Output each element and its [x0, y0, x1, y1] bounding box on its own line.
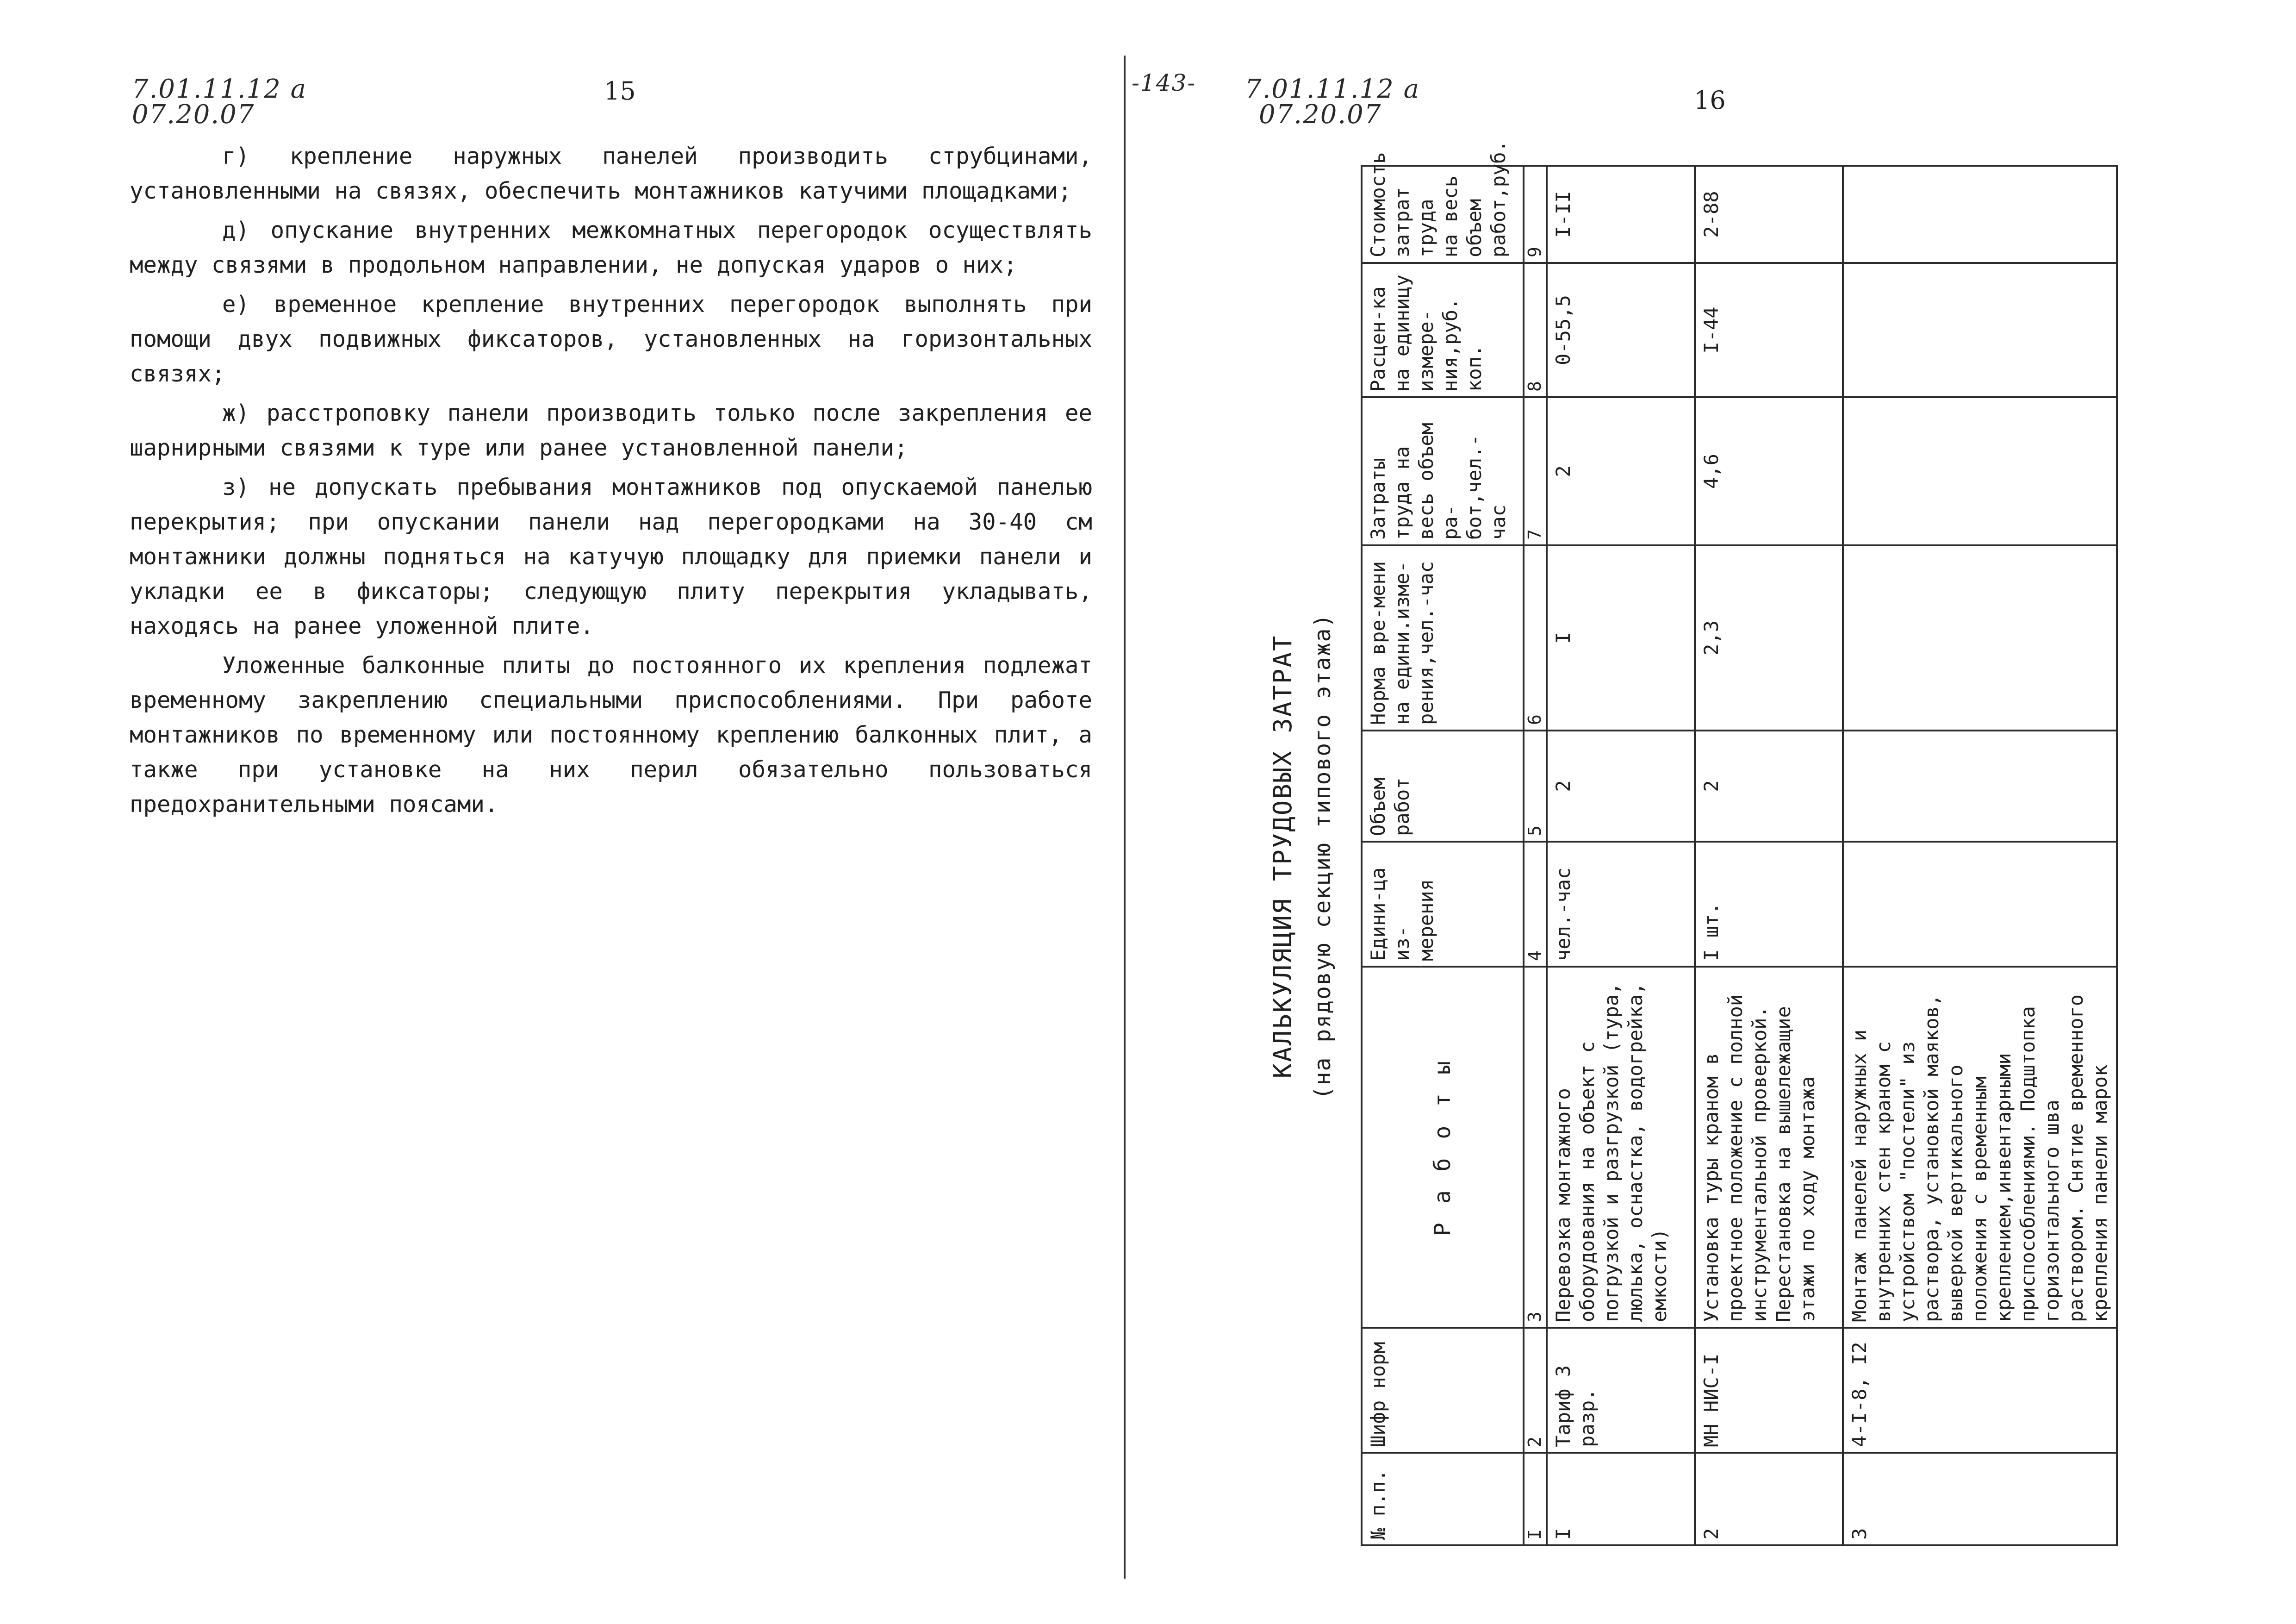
table-row: [1843, 166, 2117, 1545]
cell-labor: [1843, 397, 2117, 545]
cell-rate: I-44: [1695, 263, 1843, 397]
paragraph-e: е) временное крепление внутренних перегородок выполнять при помощи двух подвижных фиксаторов, установленных на горизонтальных связях;: [130, 291, 1092, 387]
document-code-top: 7.01.11.12 а: [132, 74, 307, 104]
cell-work: Перевозка монтажного оборудования на объект с погрузкой и разгрузкой (тура, люлька, оснастка, водогрейка, емкости): [1547, 967, 1695, 1328]
cell-unit: [1843, 842, 2117, 967]
cell-unit: чел.-час: [1547, 842, 1695, 967]
cell-num: 2: [1695, 1453, 1843, 1545]
calculation-title: КАЛЬКУЛЯЦИЯ ТРУДОВЫХ ЗАТРАТ: [1268, 634, 1297, 1079]
cell-labor: 4,6: [1695, 397, 1843, 545]
margin-note: -143-: [1132, 69, 1196, 96]
cell-num: 3: [1843, 1453, 2117, 1545]
table-header-row: [1362, 166, 1524, 1545]
colnum-9: 9: [1524, 166, 1547, 263]
cell-unit: I шт.: [1695, 842, 1843, 967]
page-divider: [1124, 56, 1126, 1579]
calculation-subtitle: (на рядовую секцию типового этажа): [1310, 613, 1336, 1100]
header-num: № п.п.: [1362, 1453, 1524, 1545]
cell-work: Установка туры краном в проектное положение с полной инструментальной проверкой. Перестановка на вышележащие этажи по ходу монтажа: [1695, 967, 1843, 1328]
cell-volume: [1843, 731, 2117, 842]
document-code-bottom-right: 07.20.07: [1259, 100, 1382, 130]
rotated-calculation-sheet: [1217, 140, 2263, 1546]
colnum-3: 3: [1524, 967, 1547, 1328]
page-number-right: 16: [1694, 86, 1726, 115]
document-code-top-right: 7.01.11.12 а: [1245, 74, 1420, 104]
cell-code: Тариф 3 разр.: [1547, 1328, 1695, 1453]
cell-volume: 2: [1695, 731, 1843, 842]
paragraph-z: з) не допускать пребывания монтажников под опускаемой панелью перекрытия; при опускании панели над перегородками на 30-40 см монтажники должны подняться на катучую площадку для приемки панели и укладки ее в фиксаторы; следующую плиту перекрытия укладывать, находясь на ранее уложенной плите.: [130, 474, 1092, 639]
cell-work: Монтаж панелей наружных и внутренних стен краном с устройством "постели" из раствора, установкой маяков, выверкой вертикального положения с временным креплением,инвентарными приспособлениями. Подштопка горизонтального шва раствором. Снятие временного крепления панели марок: [1843, 967, 2117, 1328]
cell-cost: 2-88: [1695, 166, 1843, 263]
colnum-5: 5: [1524, 731, 1547, 842]
paragraph-g: г) крепление наружных панелей производить струбцинами, установленными на связях, обеспечить монтажников катучими площадками;: [130, 143, 1092, 204]
colnum-8: 8: [1524, 263, 1547, 397]
header-unit: Едини-ца из-мерения: [1362, 842, 1524, 967]
cell-cost: I-II: [1547, 166, 1695, 263]
cell-rate: [1843, 263, 2117, 397]
page-number: 15: [604, 76, 636, 106]
left-page-body: [130, 139, 1092, 822]
cell-rate: 0-55,5: [1547, 263, 1695, 397]
cell-labor: 2: [1547, 397, 1695, 545]
header-code: Шифр норм: [1362, 1328, 1524, 1453]
header-norm: Норма вре-мени на едини.изме-рения,чел.-час: [1362, 545, 1524, 731]
table-row: [1695, 166, 1843, 1545]
header-labor: Затраты труда на весь объем ра-бот,чел.-час: [1362, 397, 1524, 545]
colnum-1: I: [1524, 1453, 1547, 1545]
colnum-6: 6: [1524, 545, 1547, 731]
paragraph-balcony: Уложенные балконные плиты до постоянного их крепления подлежат временному закреплению специальными приспособлениями. При работе монтажников по временному или постоянному креплению балконных плит, а также при установке на них перил обязательно пользоваться предохранительными поясами.: [130, 652, 1092, 818]
cell-norm: I: [1547, 545, 1695, 731]
paragraph-d: д) опускание внутренних межкомнатных перегородок осуществлять между связями в продольном направлении, не допуская ударов о них;: [130, 217, 1092, 278]
cell-norm: 2,3: [1695, 545, 1843, 731]
colnum-2: 2: [1524, 1328, 1547, 1453]
cell-num: I: [1547, 1453, 1695, 1545]
cell-norm: [1843, 545, 2117, 731]
cell-cost: [1843, 166, 2117, 263]
header-work: Р а б о т ы: [1362, 967, 1524, 1328]
column-number-row: [1524, 166, 1547, 1545]
cell-volume: 2: [1547, 731, 1695, 842]
colnum-7: 7: [1524, 397, 1547, 545]
header-cost: Стоимость затрат труда на весь объем работ,руб.: [1362, 166, 1524, 263]
cell-code: МН НИС-I: [1695, 1328, 1843, 1453]
header-volume: Объем работ: [1362, 731, 1524, 842]
colnum-4: 4: [1524, 842, 1547, 967]
header-rate: Расцен-ка на единицу измере-ния,руб. коп.: [1362, 263, 1524, 397]
labor-cost-table: [1361, 140, 2118, 1546]
paragraph-zh: ж) расстроповку панели производить только после закрепления ее шарнирными связями к туре или ранее установленной панели;: [130, 400, 1092, 461]
cell-code: 4-I-8, I2: [1843, 1328, 2117, 1453]
table-row: [1547, 166, 1695, 1545]
document-code-bottom: 07.20.07: [132, 100, 255, 130]
